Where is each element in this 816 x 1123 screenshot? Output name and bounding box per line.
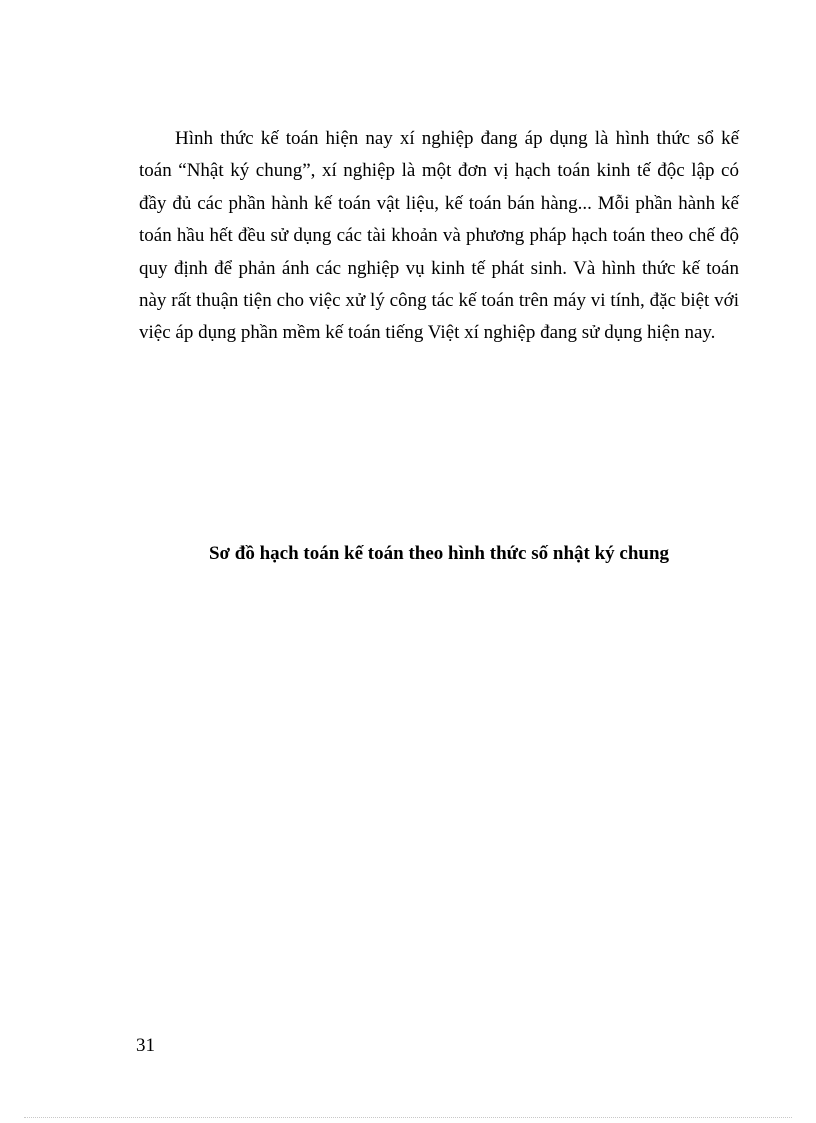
page-bottom-divider [24,1117,792,1118]
body-paragraph: Hình thức kế toán hiện nay xí nghiệp đang áp dụng là hình thức sổ kế toán “Nhật ký chung”, xí nghiệp là một đơn vị hạch toán kinh tế độc lập có đầy đủ các phần hành kế toán vật liệu, kế toán bán hàng... Mỗi phần hành kế toán hầu hết đều sử dụng các tài khoản và phương pháp hạch toán theo chế độ quy định để phản ánh các nghiệp vụ kinh tế phát sinh. Và hình thức kế toán này rất thuận tiện cho việc xử lý công tác kế toán trên máy vi tính, đặc biệt với việc áp dụng phần mềm kế toán tiếng Việt xí nghiệp đang sử dụng hiện nay. [139,128,739,344]
diagram-title: Sơ đồ hạch toán kế toán theo hình thức số nhật ký chung [208,543,670,564]
page-number: 31 [136,1035,155,1056]
